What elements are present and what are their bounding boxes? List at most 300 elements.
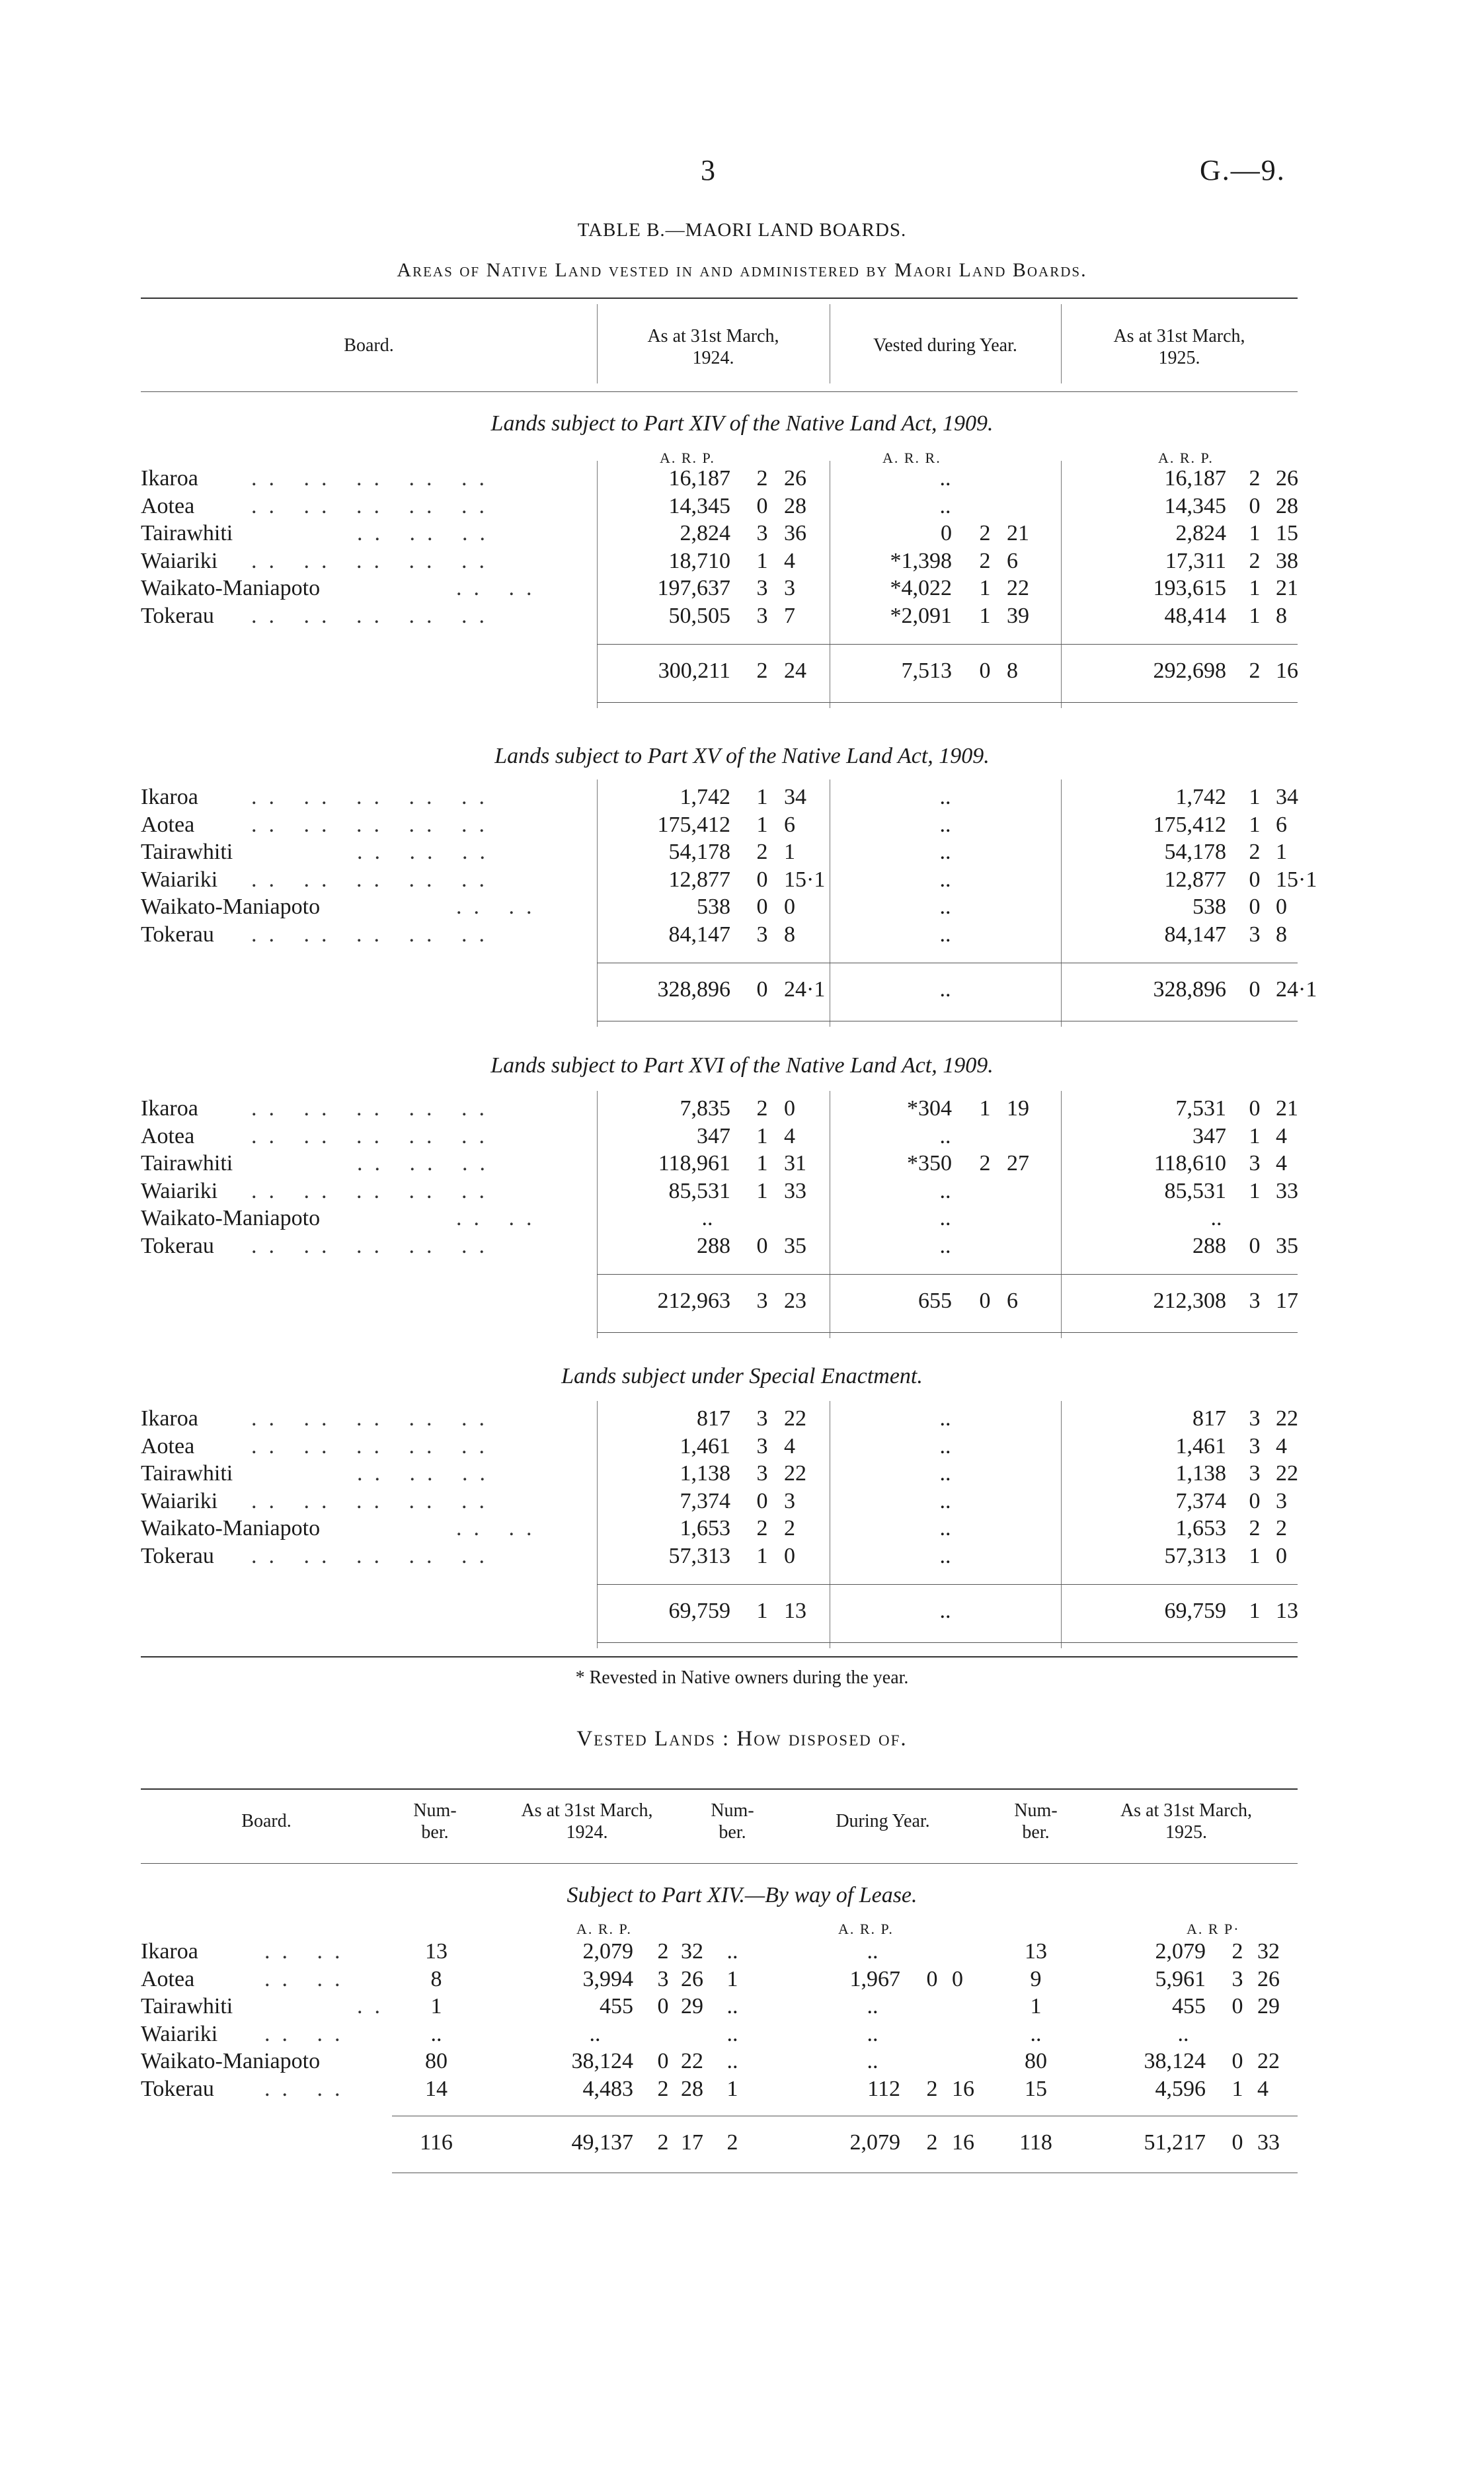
area-acres: 57,313 — [668, 1543, 730, 1568]
area-roods: 1 — [1249, 1123, 1261, 1148]
total-acres: 300,211 — [658, 659, 730, 683]
area-acres: 54,178 — [1164, 840, 1226, 864]
area-perches: 0 — [1276, 895, 1287, 919]
area-roods: 0 — [1249, 493, 1261, 518]
total-roods: 3 — [1249, 1289, 1261, 1313]
area-perches: 0 — [1276, 1543, 1287, 1568]
leader-dots: .. .. .. .. .. — [251, 548, 496, 573]
area-roods: 1 — [756, 1178, 768, 1203]
area-perches: 4 — [1276, 1123, 1287, 1148]
area-roods: 2 — [756, 1516, 768, 1540]
total-row — [0, 1599, 1484, 1625]
empty-value: .. — [939, 1461, 951, 1486]
row-count: 8 — [430, 1966, 442, 1991]
total-row — [0, 977, 1484, 1004]
row-count: 1 — [1030, 1994, 1042, 2018]
leader-dots: .. .. .. .. .. — [251, 1123, 496, 1148]
table-row — [0, 1461, 1484, 1488]
total-acres: 655 — [918, 1289, 952, 1313]
table-row — [0, 840, 1484, 866]
area-perches: 3 — [1276, 1488, 1287, 1513]
area-roods: 0 — [756, 895, 768, 919]
board-name: Waikato-Maniapoto — [141, 1516, 321, 1540]
area-perches: 3 — [784, 576, 795, 600]
vested-lands-title: Vested Lands : How disposed of. — [576, 1727, 908, 1751]
total-bottom-rule — [597, 1332, 1298, 1333]
area-roods: 1 — [1249, 1178, 1261, 1203]
vested-header-col2: During Year. — [836, 1811, 930, 1831]
total-perches: 6 — [1007, 1289, 1018, 1313]
area-perches: 7 — [784, 603, 795, 628]
table-row — [0, 2077, 1484, 2103]
table-row — [0, 2022, 1484, 2048]
area-roods: 3 — [657, 1966, 669, 1991]
area-roods: 1 — [1249, 785, 1261, 809]
total-acres: 328,896 — [1153, 977, 1226, 1002]
area-perches: 38 — [1276, 548, 1298, 573]
empty-value: .. — [1177, 2021, 1189, 2046]
empty-value: .. — [939, 867, 951, 892]
area-perches: 35 — [1276, 1233, 1298, 1258]
total-bottom-rule — [597, 1642, 1298, 1643]
area-perches: 4 — [784, 548, 795, 573]
footnote: * Revested in Native owners during the year. — [575, 1667, 909, 1688]
area-acres: 455 — [600, 1994, 633, 2018]
empty-value: .. — [939, 1233, 951, 1258]
area-acres: 175,412 — [657, 812, 730, 837]
leader-dots: .. .. .. .. .. — [251, 1233, 496, 1258]
area-acres: 7,374 — [680, 1488, 730, 1513]
total-acres: 212,963 — [657, 1289, 730, 1313]
vested-section-heading: Subject to Part XIV.—By way of Lease. — [566, 1883, 918, 1907]
table-row — [0, 1179, 1484, 1205]
board-name: Waiariki — [141, 1488, 218, 1513]
empty-value: .. — [939, 1206, 951, 1230]
total-roods: 0 — [979, 1289, 991, 1313]
area-acres: *350 — [907, 1151, 952, 1176]
empty-value: .. — [939, 785, 951, 809]
area-roods: 0 — [756, 493, 768, 518]
area-perches: 27 — [1007, 1151, 1029, 1176]
vested-header-bottom-rule — [141, 1863, 1298, 1864]
empty-value: .. — [939, 895, 951, 919]
leader-dots: .. .. — [264, 1966, 352, 1991]
subtotal-rule — [597, 644, 1298, 645]
area-perches: 35 — [784, 1233, 806, 1258]
board-name: Ikaroa — [141, 1406, 198, 1431]
board-name: Ikaroa — [141, 785, 198, 809]
empty-total: .. — [939, 977, 951, 1002]
total-roods: 1 — [756, 1599, 768, 1623]
leader-dots: .. .. .. .. .. — [251, 812, 496, 837]
vested-top-rule — [141, 1788, 1298, 1790]
vested-header-number-1: Num- ber. — [413, 1800, 457, 1843]
area-perches: 26 — [681, 1966, 703, 1991]
empty-value: .. — [867, 1994, 879, 2018]
area-acres: 84,147 — [1164, 922, 1226, 947]
board-name: Ikaroa — [141, 1939, 198, 1964]
total-acres: 292,698 — [1153, 659, 1226, 683]
area-perches: 36 — [784, 521, 806, 545]
table-row — [0, 1994, 1484, 2020]
empty-value: .. — [867, 1939, 879, 1964]
area-roods: 0 — [756, 1233, 768, 1258]
board-name: Waikato-Maniapoto — [141, 2049, 321, 2073]
area-roods: 0 — [756, 867, 768, 892]
area-perches: 0 — [784, 1096, 795, 1121]
area-perches: 26 — [1276, 466, 1298, 491]
page-number: 3 — [701, 154, 715, 186]
area-acres: 288 — [1192, 1233, 1226, 1258]
table-row — [0, 867, 1484, 894]
total-row — [0, 1289, 1484, 1315]
area-acres: 18,710 — [668, 548, 730, 573]
total-perches: 24 — [784, 659, 806, 683]
area-roods: 3 — [1249, 1151, 1261, 1176]
area-roods: 0 — [657, 2049, 669, 2073]
area-roods: 1 — [979, 1096, 991, 1121]
total-count: 2 — [726, 2130, 738, 2155]
leader-dots: .. .. .. .. .. — [251, 466, 496, 491]
area-roods: 2 — [1249, 840, 1261, 864]
area-perches: 22 — [681, 2049, 703, 2073]
area-acres: 538 — [1192, 895, 1226, 919]
area-perches: 8 — [1276, 922, 1287, 947]
area-roods: 2 — [1249, 548, 1261, 573]
area-acres: 1,138 — [680, 1461, 730, 1486]
area-roods: 1 — [1249, 576, 1261, 600]
table-row — [0, 1939, 1484, 1966]
area-roods: 1 — [1231, 2076, 1243, 2101]
area-perches: 22 — [784, 1461, 806, 1486]
board-name: Waikato-Maniapoto — [141, 895, 321, 919]
empty-value: .. — [939, 1543, 951, 1568]
board-name: Waiariki — [141, 1178, 218, 1203]
area-roods: 3 — [756, 1461, 768, 1486]
vested-unit-col1: A. R. P. — [576, 1921, 632, 1937]
leader-dots: .. .. — [456, 576, 544, 600]
vested-header-number-3: Num- ber. — [1014, 1800, 1058, 1843]
area-perches: 33 — [1276, 1178, 1298, 1203]
row-count: .. — [726, 1994, 738, 2018]
area-perches: 15·1 — [784, 867, 826, 892]
area-acres: 2,079 — [582, 1939, 633, 1964]
area-roods: 3 — [1249, 1406, 1261, 1431]
empty-value: .. — [939, 1516, 951, 1540]
board-name: Tairawhiti — [141, 1151, 233, 1176]
area-roods: 1 — [756, 812, 768, 837]
area-perches: 3 — [784, 1488, 795, 1513]
table-row — [0, 549, 1484, 575]
board-name: Ikaroa — [141, 466, 198, 491]
area-perches: 0 — [952, 1966, 963, 1991]
area-acres: 2,079 — [1155, 1939, 1206, 1964]
area-acres: 3,994 — [582, 1966, 633, 1991]
board-name: Waiariki — [141, 867, 218, 892]
row-count: 9 — [1030, 1966, 1042, 1991]
board-name: Tairawhiti — [141, 521, 233, 545]
table-row — [0, 466, 1484, 493]
total-roods: 0 — [1249, 977, 1261, 1002]
area-perches: 32 — [681, 1939, 703, 1964]
area-roods: 0 — [657, 1994, 669, 2018]
area-acres: *1,398 — [890, 548, 952, 573]
row-count: 80 — [1025, 2049, 1047, 2073]
total-acres: 69,759 — [1164, 1599, 1226, 1623]
area-perches: 28 — [1276, 493, 1298, 518]
area-perches: 22 — [1276, 1461, 1298, 1486]
area-roods: 2 — [979, 1151, 991, 1176]
row-count: 1 — [430, 1994, 442, 2018]
vested-unit-col2: A. R. P. — [838, 1921, 894, 1937]
area-perches: 8 — [1276, 603, 1287, 628]
table-row — [0, 494, 1484, 520]
unit-label-col1: A. R. P. — [660, 450, 715, 466]
area-acres: 1,138 — [1175, 1461, 1226, 1486]
total-perches: 17 — [681, 2130, 703, 2155]
area-acres: 1,461 — [680, 1433, 730, 1458]
area-perches: 29 — [1257, 1994, 1280, 2018]
header-board: Board. — [344, 335, 394, 356]
leader-dots: .. .. — [264, 1939, 352, 1964]
table-row — [0, 576, 1484, 602]
area-perches: 0 — [784, 1543, 795, 1568]
header-col3: As at 31st March, 1925. — [1113, 326, 1245, 368]
area-perches: 31 — [784, 1151, 806, 1176]
area-roods: 2 — [657, 2076, 669, 2101]
area-perches: 6 — [1007, 548, 1018, 573]
area-acres: 4,596 — [1155, 2076, 1206, 2101]
leader-dots: .. .. .. .. .. — [251, 493, 496, 518]
board-name: Waiariki — [141, 2021, 218, 2046]
area-perches: 2 — [784, 1516, 795, 1540]
area-perches: 21 — [1276, 576, 1298, 600]
area-acres: 455 — [1172, 1994, 1206, 2018]
area-roods: 3 — [1249, 1461, 1261, 1486]
board-name: Tokerau — [141, 2076, 214, 2101]
area-roods: 1 — [756, 1123, 768, 1148]
total-roods: 2 — [1249, 659, 1261, 683]
empty-value: .. — [939, 922, 951, 947]
unit-label-col2: A. R. R. — [882, 450, 941, 466]
area-acres: 14,345 — [668, 493, 730, 518]
empty-value: .. — [867, 2021, 879, 2046]
empty-value: .. — [939, 812, 951, 837]
table-row — [0, 1967, 1484, 1993]
section-heading: Lands subject to Part XIV of the Native Land Act, 1909. — [490, 411, 994, 436]
vested-header-number-2: Num- ber. — [711, 1800, 754, 1843]
subtotal-rule — [597, 1584, 1298, 1585]
leader-dots: .. .. .. .. .. — [251, 1096, 496, 1121]
area-acres: 1,653 — [680, 1516, 730, 1540]
board-name: Waikato-Maniapoto — [141, 1206, 321, 1230]
subtotal-rule — [597, 1274, 1298, 1275]
total-perches: 24·1 — [1276, 977, 1317, 1002]
area-roods: 0 — [1249, 1488, 1261, 1513]
board-name: Waiariki — [141, 548, 218, 573]
total-perches: 8 — [1007, 659, 1018, 683]
area-acres: 12,877 — [1164, 867, 1226, 892]
total-acres: 328,896 — [657, 977, 730, 1002]
area-acres: 50,505 — [668, 603, 730, 628]
area-roods: 3 — [756, 922, 768, 947]
table-row — [0, 922, 1484, 949]
leader-dots: .. .. — [264, 2021, 352, 2046]
area-acres: 1,742 — [680, 785, 730, 809]
row-count: .. — [726, 2049, 738, 2073]
area-perches: 6 — [784, 812, 795, 837]
vested-unit-col3: A. R P· — [1187, 1921, 1240, 1937]
area-perches: 4 — [784, 1433, 795, 1458]
leader-dots: .. .. — [456, 1206, 544, 1230]
empty-value: .. — [939, 1123, 951, 1148]
row-count: 1 — [726, 2076, 738, 2101]
area-roods: 1 — [1249, 603, 1261, 628]
area-roods: 0 — [1249, 1096, 1261, 1121]
area-acres: 1,461 — [1175, 1433, 1226, 1458]
area-acres: 84,147 — [668, 922, 730, 947]
total-roods: 0 — [979, 659, 991, 683]
board-name: Aotea — [141, 493, 195, 518]
table-row — [0, 813, 1484, 839]
board-name: Tairawhiti — [141, 1461, 233, 1486]
total-row — [0, 2130, 1484, 2157]
area-perches: 22 — [1257, 2049, 1280, 2073]
empty-value: .. — [867, 2049, 879, 2073]
empty-value: .. — [939, 1406, 951, 1431]
section-heading: Lands subject to Part XVI of the Native Land Act, 1909. — [490, 1053, 994, 1078]
table-row — [0, 895, 1484, 921]
area-acres: 2,824 — [1175, 521, 1226, 545]
area-perches: 32 — [1257, 1939, 1280, 1964]
area-perches: 16 — [952, 2076, 974, 2101]
area-acres: 85,531 — [668, 1178, 730, 1203]
total-roods: 0 — [1231, 2130, 1243, 2155]
area-perches: 26 — [784, 466, 806, 491]
area-roods: 0 — [1231, 2049, 1243, 2073]
area-acres: 7,835 — [680, 1096, 730, 1121]
area-acres: 48,414 — [1164, 603, 1226, 628]
row-count: 15 — [1025, 2076, 1047, 2101]
area-acres: 1,653 — [1175, 1516, 1226, 1540]
board-name: Aotea — [141, 1433, 195, 1458]
area-perches: 33 — [784, 1178, 806, 1203]
empty-value: .. — [1210, 1206, 1222, 1230]
area-acres: 85,531 — [1164, 1178, 1226, 1203]
leader-dots: .. .. .. — [357, 840, 497, 864]
area-acres: *304 — [907, 1096, 952, 1121]
row-count: 14 — [425, 2076, 448, 2101]
area-acres: 16,187 — [668, 466, 730, 491]
area-roods: 1 — [979, 603, 991, 628]
area-acres: 14,345 — [1164, 493, 1226, 518]
empty-total: .. — [939, 1599, 951, 1623]
area-acres: 112 — [867, 2076, 900, 2101]
area-roods: 2 — [756, 1096, 768, 1121]
area-perches: 22 — [784, 1406, 806, 1431]
leader-dots: .. — [357, 1994, 392, 2018]
area-perches: 19 — [1007, 1096, 1029, 1121]
empty-value: .. — [939, 1433, 951, 1458]
area-perches: 26 — [1257, 1966, 1280, 1991]
area-acres: *4,022 — [890, 576, 952, 600]
area-acres: 1,742 — [1175, 785, 1226, 809]
area-roods: 3 — [756, 1433, 768, 1458]
empty-value: .. — [701, 1206, 713, 1230]
board-name: Waikato-Maniapoto — [141, 576, 321, 600]
area-perches: 28 — [681, 2076, 703, 2101]
area-acres: 288 — [697, 1233, 730, 1258]
table-row — [0, 785, 1484, 811]
leader-dots: .. .. .. .. .. — [251, 1433, 496, 1458]
table-row — [0, 1489, 1484, 1515]
total-perches: 23 — [784, 1289, 806, 1313]
area-roods: 1 — [756, 1543, 768, 1568]
area-acres: 817 — [697, 1406, 730, 1431]
area-acres: 17,311 — [1165, 548, 1226, 573]
table-row — [0, 1206, 1484, 1232]
row-count: .. — [726, 2021, 738, 2046]
leader-dots: .. .. .. .. .. — [251, 1406, 496, 1431]
area-perches: 21 — [1007, 521, 1029, 545]
area-roods: 2 — [979, 521, 991, 545]
area-perches: 4 — [1276, 1433, 1287, 1458]
row-count: .. — [430, 2021, 442, 2046]
area-roods: 0 — [1231, 1994, 1243, 2018]
row-count: 13 — [1025, 1939, 1047, 1964]
total-acres: 49,137 — [571, 2130, 633, 2155]
header-col2: Vested during Year. — [873, 335, 1017, 356]
area-acres: *2,091 — [890, 603, 952, 628]
leader-dots: .. .. .. .. .. — [251, 1543, 496, 1568]
row-count: 80 — [425, 2049, 448, 2073]
area-perches: 1 — [784, 840, 795, 864]
table-row — [0, 2049, 1484, 2075]
leader-dots: .. .. .. — [357, 1151, 497, 1176]
area-acres: 538 — [697, 895, 730, 919]
empty-value: .. — [939, 493, 951, 518]
area-acres: 38,124 — [571, 2049, 633, 2073]
leader-dots: .. .. .. .. .. — [251, 1488, 496, 1513]
total-roods: 3 — [756, 1289, 768, 1313]
area-perches: 34 — [1276, 785, 1298, 809]
total-acres: 212,308 — [1153, 1289, 1226, 1313]
area-perches: 34 — [784, 785, 806, 809]
area-acres: 54,178 — [668, 840, 730, 864]
table-row — [0, 1234, 1484, 1260]
board-name: Ikaroa — [141, 1096, 198, 1121]
leader-dots: .. .. — [456, 1516, 544, 1540]
area-acres: 5,961 — [1155, 1966, 1206, 1991]
area-perches: 15·1 — [1276, 867, 1317, 892]
section-heading: Lands subject to Part XV of the Native Land Act, 1909. — [494, 744, 990, 768]
board-name: Aotea — [141, 1123, 195, 1148]
area-perches: 1 — [1276, 840, 1287, 864]
area-acres: 197,637 — [657, 576, 730, 600]
area-perches: 4 — [784, 1123, 795, 1148]
area-acres: 175,412 — [1153, 812, 1226, 837]
total-perches: 16 — [952, 2130, 974, 2155]
leader-dots: .. .. — [456, 895, 544, 919]
area-roods: 2 — [756, 466, 768, 491]
empty-value: .. — [589, 2021, 601, 2046]
board-name: Aotea — [141, 1966, 195, 1991]
area-roods: 0 — [926, 1966, 938, 1991]
leader-dots: .. .. .. — [357, 521, 497, 545]
section-heading: Lands subject under Special Enactment. — [561, 1364, 923, 1388]
area-roods: 0 — [1249, 1233, 1261, 1258]
total-roods: 2 — [756, 659, 768, 683]
